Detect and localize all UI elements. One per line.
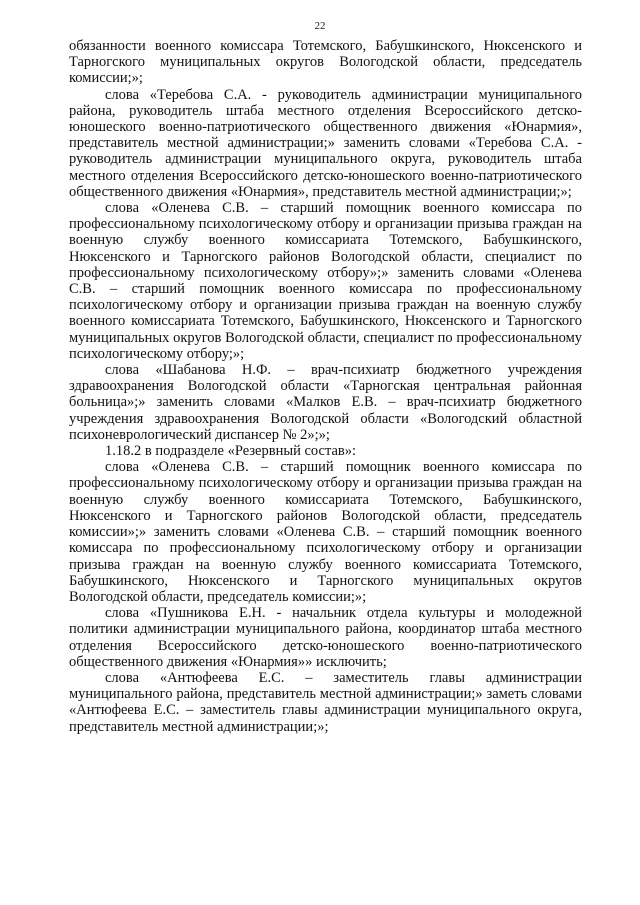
paragraph: слова «Оленева С.В. – старший помощник военного комиссара по профессиональному психологическому отбору и организации призыва граждан на военную службу военного комиссариата Тотемского, Бабушкинского, Нюксенского и Тарногского районов Вологодской области, специалист по профессиональному психологическому отбору»;» заменить словами «Оленева С.В. – старший помощник военного комиссара по профессиональному психологическому отбору и организации призыва граждан на военную службу военного комиссариата Тотемского, Бабушкинского, Нюксенского и Тарногского муниципальных округов Вологодской области, специалист по профессиональному психологическому отбору;»; — [69, 200, 582, 362]
paragraph: слова «Шабанова Н.Ф. – врач-психиатр бюджетного учреждения здравоохранения Вологодской области «Тарногская центральная районная больница»;» заменить словами «Малков Е.В. – врач-психиатр бюджетного учреждения здравоохранения Вологодской области «Вологодский областной психоневрологический диспансер № 2»;»; — [69, 362, 582, 443]
paragraph: слова «Пушникова Е.Н. - начальник отдела культуры и молодежной политики администрации муниципального района, координатор штаба местного отделения Всероссийского детско-юношеского военно-патриотического общественного движения «Юнармия»» исключить; — [69, 605, 582, 670]
paragraph: слова «Антюфеева Е.С. – заместитель главы администрации муниципального района, представитель местной администрации;» заметь словами «Антюфеева Е.С. – заместитель главы администрации муниципального округа, представитель местной администрации;»; — [69, 669, 582, 735]
paragraph: обязанности военного комиссара Тотемского, Бабушкинского, Нюксенского и Тарногского муниципальных округов Вологодской области, председатель комиссии;»; — [69, 38, 582, 87]
paragraph: слова «Теребова С.А. - руководитель администрации муниципального района, руководитель штаба местного отделения Всероссийского детско-юношеского военно-патриотического общественного движения «Юнармия», представитель местной администрации;» заменить словами «Теребова С.А. - руководитель администрации муниципального округа, руководитель штаба местного отделения Всероссийского детско-юношеского военно-патриотического общественного движения «Юнармия», представитель местной администрации;»; — [69, 86, 582, 200]
subsection-heading: 1.18.2 в подразделе «Резервный состав»: — [105, 443, 357, 460]
page-number: 22 — [314, 20, 326, 32]
paragraph: слова «Оленева С.В. – старший помощник военного комиссара по профессиональному психологическому отбору и организации призыва граждан на военную службу военного комиссариата Тотемского, Бабушкинского, Нюксенского и Тарногского районов Вологодской области, председатель комиссии»;» заменить словами «Оленева С.В. – старший помощник военного комиссара по профессиональному психологическому отбору и организации призыва граждан на военную службу военного комиссариата Тотемского, Бабушкинского, Нюксенского и Тарногского муниципальных округов Вологодской области, председатель комиссии;»; — [69, 459, 582, 605]
document-body — [69, 38, 582, 735]
